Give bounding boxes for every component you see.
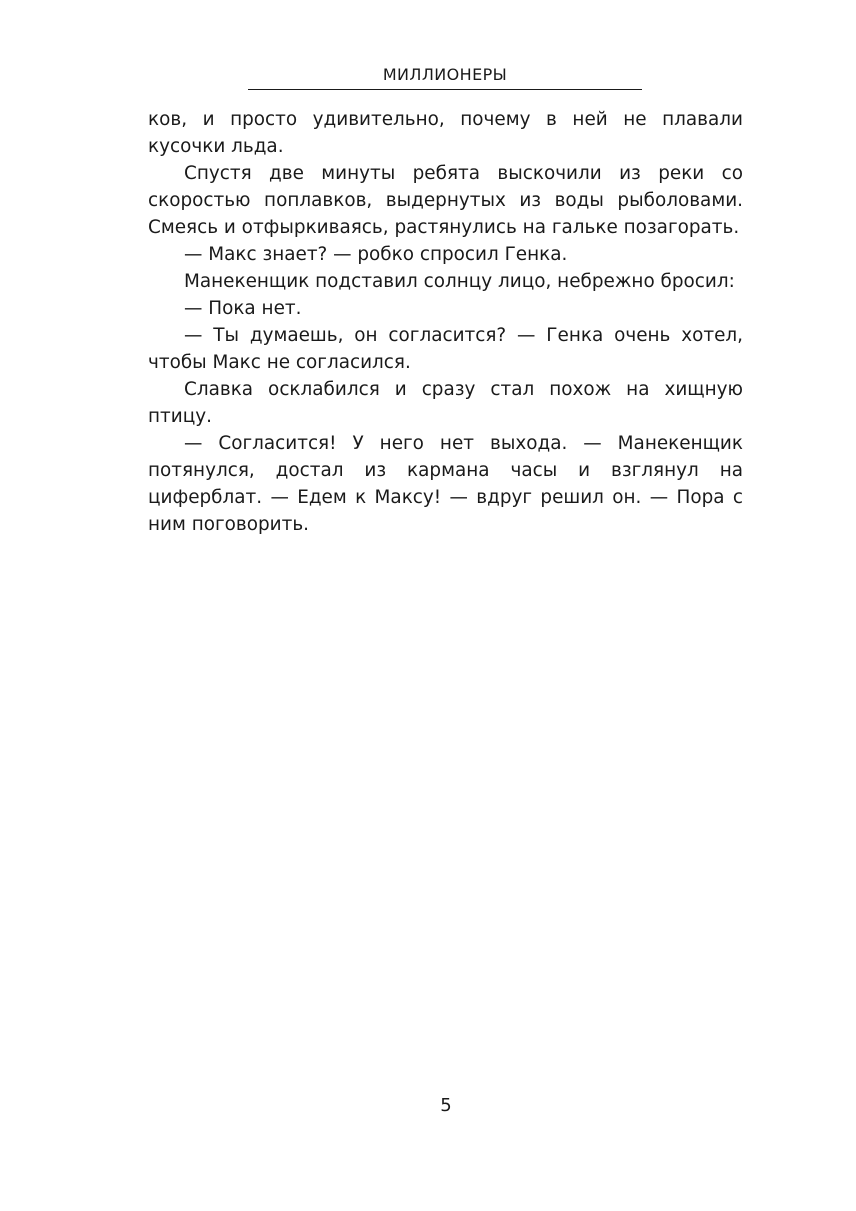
- text-body: [148, 106, 743, 538]
- paragraph-continuation: ков, и просто удивительно, почему в ней не плавали кусочки льда.: [148, 109, 743, 157]
- page-number: 5: [440, 1095, 452, 1116]
- paragraph: Спустя две минуты ребята выскочили из реки со скоростью поплавков, выдернутых из воды рыболовами. Смеясь и отфыркиваясь, растянулись на гальке позагорать.: [148, 163, 743, 238]
- running-head-title: МИЛЛИОНЕРЫ: [382, 65, 508, 84]
- dialogue-line: — Макс знает? — робко спросил Генка.: [184, 244, 568, 265]
- paragraph: Славка осклабился и сразу стал похож на хищную птицу.: [148, 379, 743, 427]
- dialogue-line: — Пока нет.: [184, 298, 302, 319]
- header-rule: [248, 89, 642, 90]
- dialogue-line: — Ты думаешь, он согласится? — Генка очень хотел, чтобы Макс не согласился.: [148, 325, 743, 373]
- paragraph: Манекенщик подставил солнцу лицо, небрежно бросил:: [184, 271, 735, 292]
- dialogue-line: — Согласится! У него нет выхода. — Манекенщик потянулся, достал из кармана часы и взглянул на циферблат. — Едем к Максу! — вдруг решил он. — Пора с ним поговорить.: [148, 433, 743, 535]
